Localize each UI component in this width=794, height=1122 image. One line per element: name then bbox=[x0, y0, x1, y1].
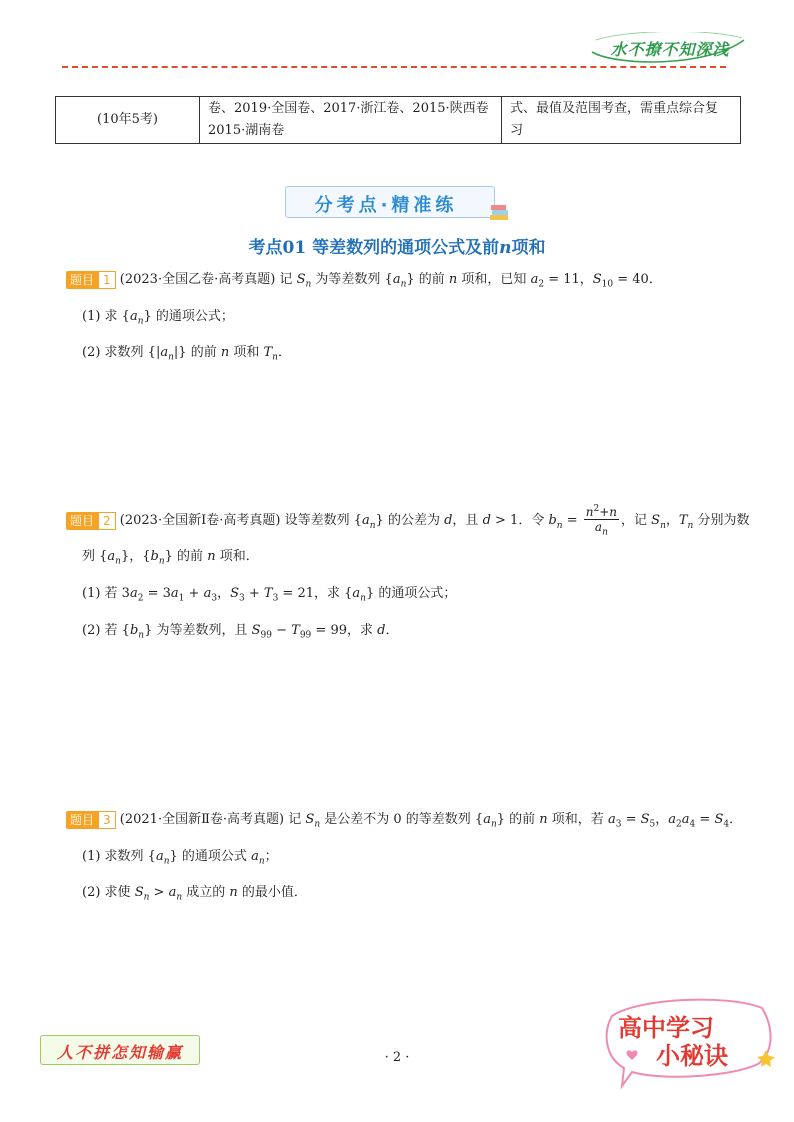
sticker-line-1: 高中学习 bbox=[618, 1014, 714, 1042]
tag-number: 2 bbox=[98, 512, 116, 530]
tag-label: 题目 bbox=[66, 811, 98, 829]
notes-line-1: 式、最值及范围考查，需重点综合复 bbox=[510, 101, 719, 116]
question-3-stem: 题目 3 (2021·全国新Ⅱ卷·高考真题) 记 $S_n$ 是公差不为 0 的等差数列 $\{a_n\}$ 的前 n 项和，若 $a_3 = S_5$，$a_2a_4 = S_4$． bbox=[66, 810, 742, 835]
banner-title: 分考点·精准练 bbox=[314, 195, 458, 216]
fraction: $\frac{n^2+n}{a_n}$ bbox=[585, 504, 618, 538]
table-row bbox=[56, 97, 741, 144]
tag-number: 3 bbox=[98, 811, 116, 829]
question-1-part-2: (2) 求数列 $\{|a_n|\}$ 的前 n 项和 $T_n$． bbox=[82, 345, 291, 363]
books-icon bbox=[488, 203, 512, 223]
question-3 bbox=[66, 810, 742, 908]
tag-number: 1 bbox=[98, 271, 116, 289]
section-title-var: n bbox=[499, 238, 512, 258]
tag-label: 题目 bbox=[66, 271, 98, 289]
table-cell-papers bbox=[200, 97, 502, 144]
header-motto bbox=[586, 32, 748, 64]
exam-table bbox=[55, 96, 741, 144]
page-number: · 2 · bbox=[384, 1050, 410, 1065]
section-title bbox=[0, 233, 794, 258]
question-tag bbox=[66, 512, 116, 530]
section-title-suffix: 项和 bbox=[511, 238, 546, 258]
sticker-line-2: 小秘诀 bbox=[656, 1042, 728, 1070]
header-divider bbox=[62, 66, 726, 68]
question-1-part-1: (1) 求 $\{a_n\}$ 的通项公式； bbox=[82, 308, 234, 327]
question-1 bbox=[66, 270, 662, 368]
footer-motto-text: 人不拼怎知输赢 bbox=[56, 1043, 183, 1062]
question-2-part-2: (2) 若 $\{b_n\}$ 为等差数列，且 $S_{99} - T_{99} = 99$，求 d． bbox=[82, 622, 399, 641]
question-3-part-2: (2) 求使 $S_n > a_n$ 成立的 n 的最小值． bbox=[82, 885, 307, 903]
question-2-part-1: (1) 若 $3a_2 = 3a_1 + a_3$，$S_3 + T_3 = 21$，求 $\{a_n\}$ 的通项公式； bbox=[82, 585, 457, 604]
section-title-prefix: 考点01 等差数列的通项公式及前 bbox=[248, 238, 500, 258]
notes-line-2: 习 bbox=[510, 123, 524, 138]
table-cell-frequency: (10年5考) bbox=[56, 97, 200, 144]
question-2-stem-cont: 列 $\{a_n\}$，$\{b_n\}$ 的前 n 项和． bbox=[82, 549, 259, 567]
question-source: (2023·全国乙卷·高考真题) bbox=[119, 272, 276, 287]
papers-line-1: 卷、2019·全国卷、2017·浙江卷、2015·陕西卷 bbox=[208, 101, 489, 116]
tag-label: 题目 bbox=[66, 512, 98, 530]
study-tips-sticker bbox=[598, 994, 778, 1090]
header-motto-text: 水不撩不知深浅 bbox=[610, 40, 730, 59]
question-1-stem: 题目 1 (2023·全国乙卷·高考真题) 记 $S_n$ 为等差数列 $\{a_n\}$ 的前 n 项和，已知 $a_2 = 11$，$S_{10} = 40$． bbox=[66, 270, 662, 295]
question-2-stem: 题目 2 (2023·全国新Ⅰ卷·高考真题) 设等差数列 $\{a_n\}$ 的公差为 d，且 d > 1．令 $b_n$ = $\frac{n^2+n}{a_n}$ ，记 $S_n$，$T_n$ 分别为数 bbox=[66, 502, 749, 539]
question-tag bbox=[66, 271, 116, 289]
question-tag bbox=[66, 811, 116, 829]
question-2 bbox=[66, 502, 749, 645]
table-cell-notes bbox=[502, 97, 741, 144]
section-banner bbox=[285, 186, 495, 218]
question-source: (2023·全国新Ⅰ卷·高考真题) bbox=[119, 513, 281, 529]
question-3-part-1: (1) 求数列 $\{a_n\}$ 的通项公式 $a_n$； bbox=[82, 848, 278, 867]
question-source: (2021·全国新Ⅱ卷·高考真题) bbox=[119, 812, 285, 827]
papers-line-2: 2015·湖南卷 bbox=[208, 123, 285, 138]
